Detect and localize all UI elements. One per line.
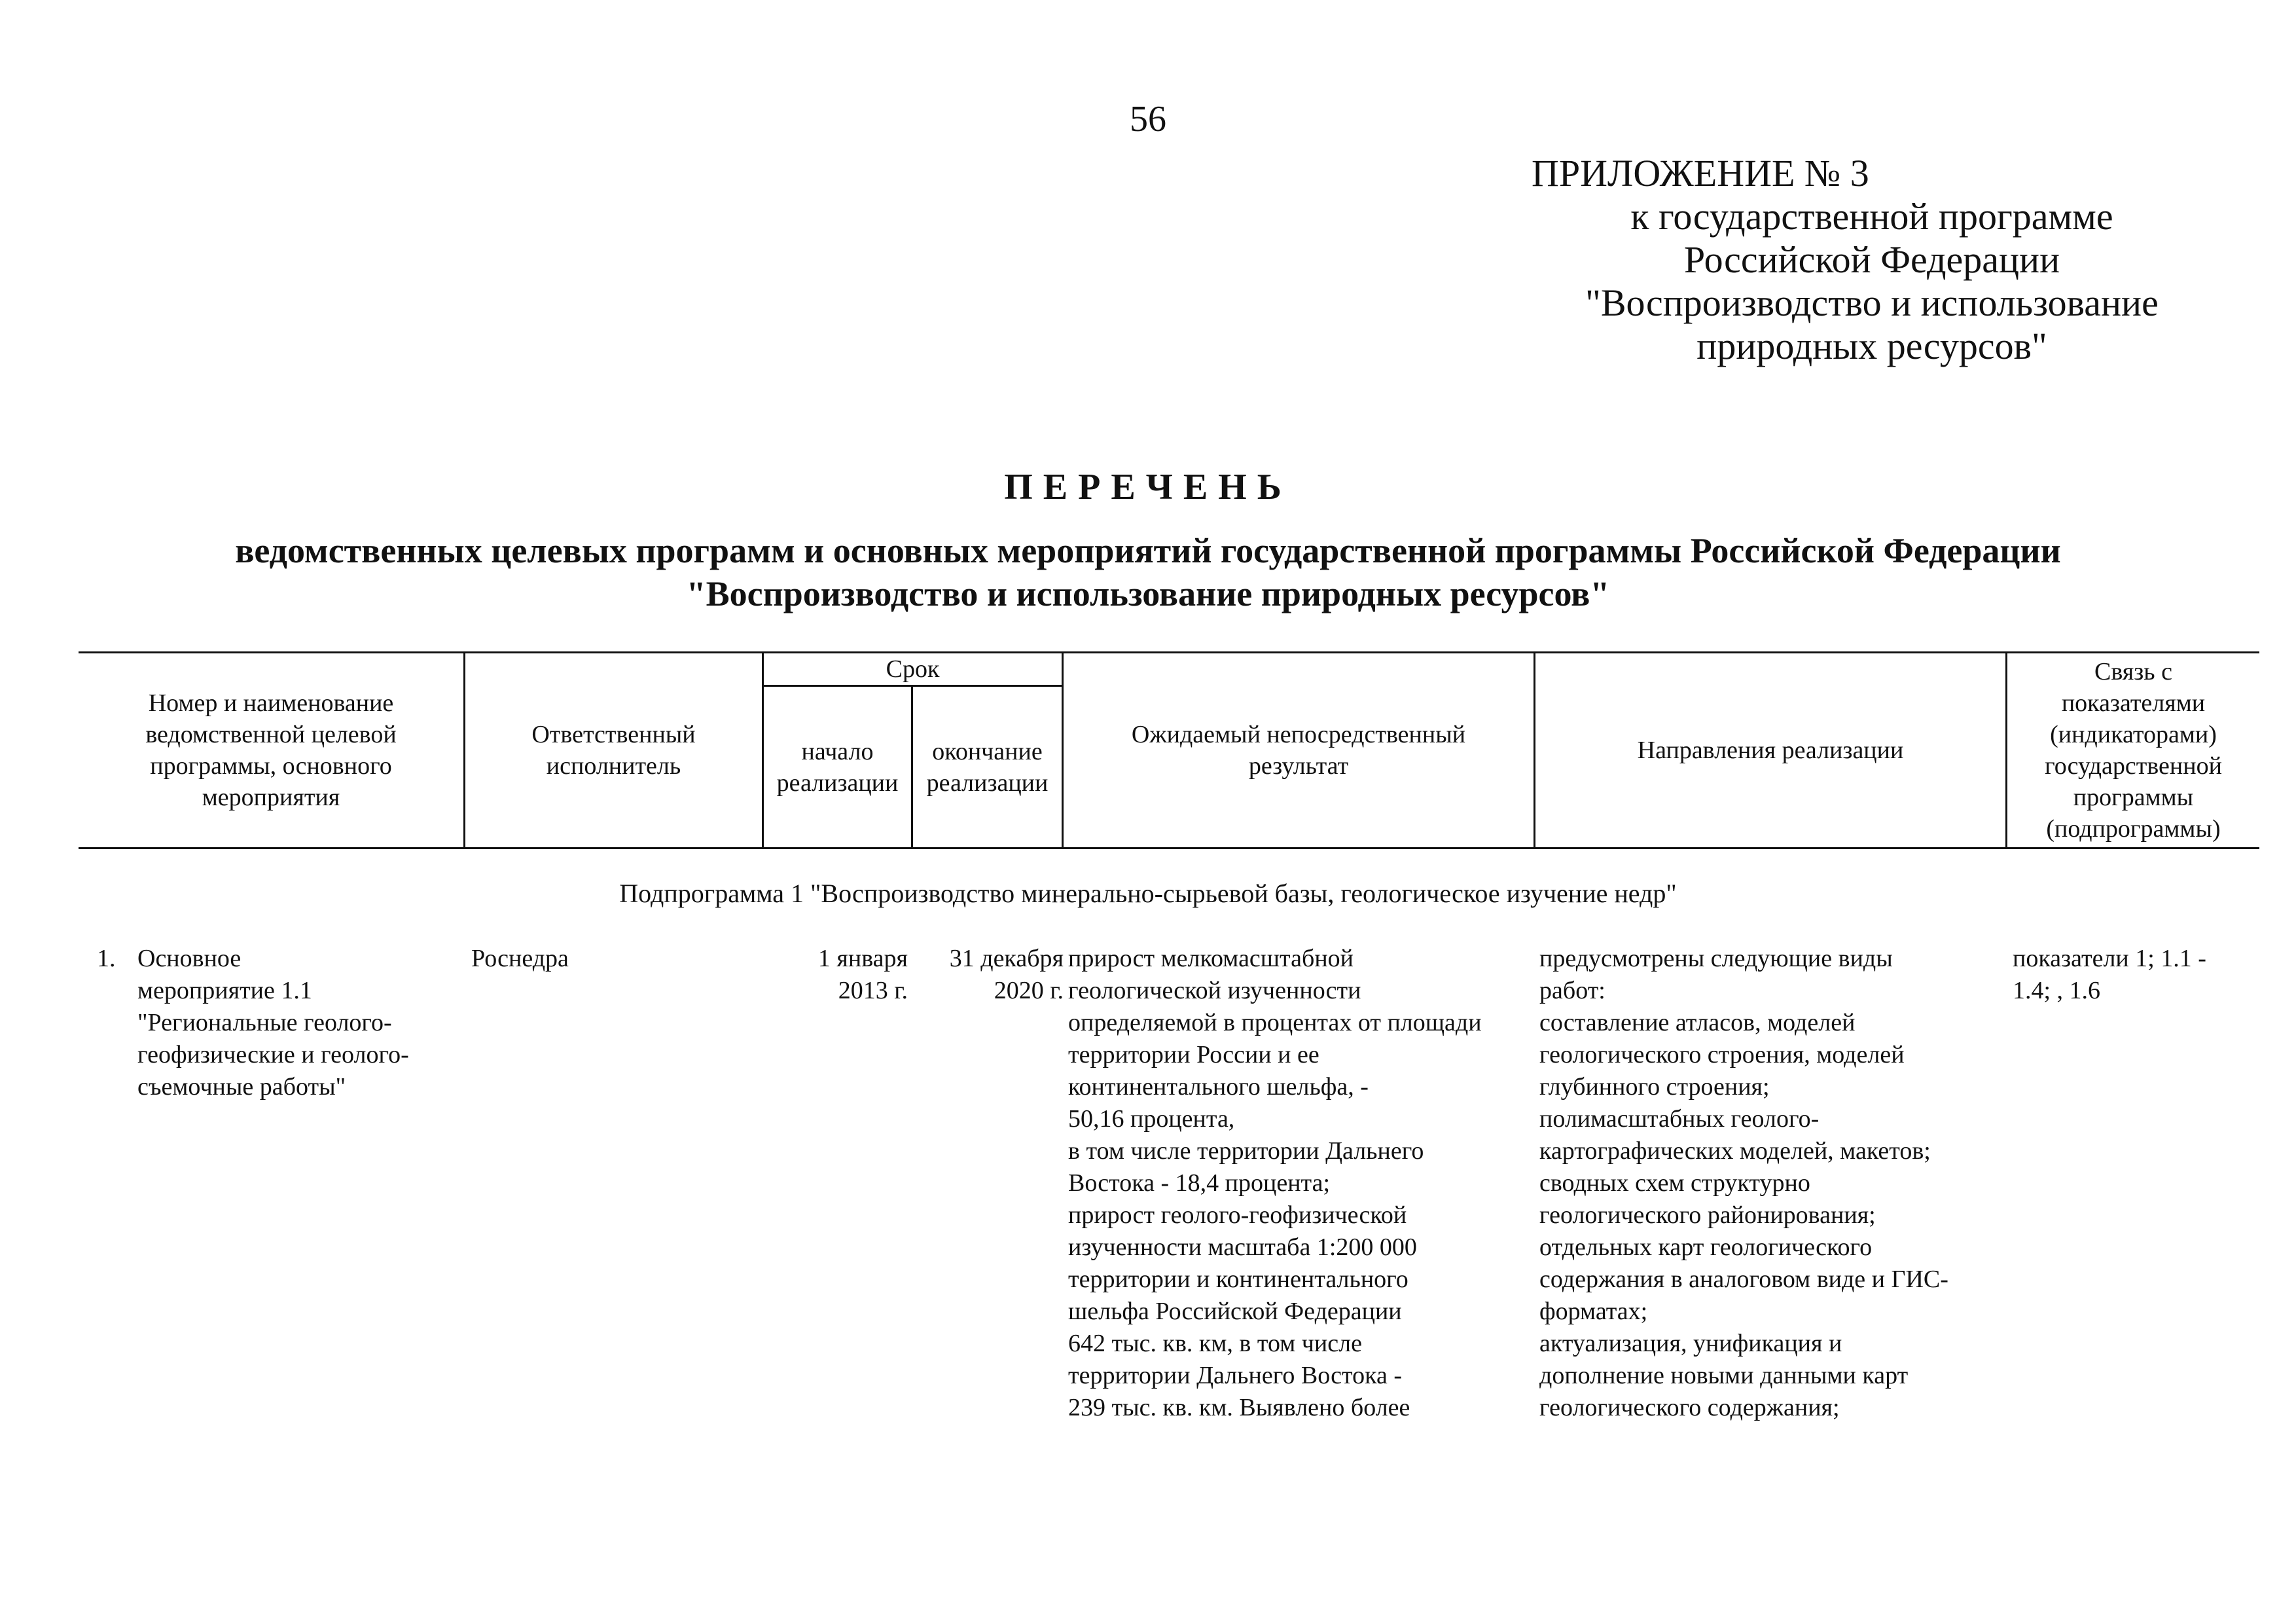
- document-subtitle: [131, 529, 2165, 615]
- header-end: окончание реализации: [926, 737, 1049, 797]
- row-executor: Роснедра: [471, 945, 569, 972]
- subprogram-title: Подпрограмма 1 "Воспроизводство минерально-сырьевой базы, геологическое изучение недр": [619, 879, 1677, 908]
- appendix-line-3: "Воспроизводство и использование: [1585, 282, 2159, 324]
- row-indicators: показатели 1; 1.1 - 1.4; , 1.6: [2013, 945, 2206, 1004]
- row-start: 1 января 2013 г.: [817, 945, 908, 1004]
- header-program: Номер и наименование ведомственной целевой программы, основного мероприятия: [145, 689, 397, 811]
- row-number: 1.: [97, 945, 116, 972]
- row-program: Основное мероприятие 1.1 "Региональные геолого- геофизические и геолого- съемочные работы": [137, 945, 409, 1101]
- row-end: 31 декабря 2020 г.: [949, 945, 1064, 1004]
- document-title: ПЕРЕЧЕНЬ: [1004, 467, 1292, 507]
- header-term: Срок: [886, 655, 940, 683]
- appendix-block: [1505, 152, 2238, 368]
- header-executor: Ответственный исполнитель: [531, 721, 696, 780]
- header-result: Ожидаемый непосредственный результат: [1131, 721, 1466, 780]
- header-indicators: Связь с показателями (индикаторами) государственной программы (подпрограммы): [2045, 658, 2222, 843]
- page-number: 56: [1130, 99, 1166, 139]
- appendix-line-2: Российской Федерации: [1683, 238, 2060, 281]
- table-header-bottom-rule: [79, 847, 2259, 849]
- row-directions: предусмотрены следующие виды работ: составление атласов, моделей геологического строения, моделей глубинного строения; полимасштабных геолого- картографических моделей, макетов; сводных схем структурно геологического районирования; отдельных карт геологического содержания в аналоговом виде и ГИС- форматах; актуализация, унификация и дополнение новыми данными карт геологического содержания;: [1539, 945, 1948, 1421]
- table-row: [79, 943, 2259, 1467]
- row-result: прирост мелкомасштабной геологической изученности определяемой в процентах от площади территории России и ее континентального шельфа, - 50,16 процента, в том числе территории Дальнего Востока - 18,4 процента; прирост геолого-геофизической изученности масштаба 1:200 000 территории и континентального шельфа Российской Федерации 642 тыс. кв. км, в том числе территории Дальнего Востока - 239 тыс. кв. км. Выявлено более: [1068, 945, 1482, 1421]
- appendix-title: ПРИЛОЖЕНИЕ № 3: [1532, 152, 1869, 194]
- document-subtitle-line-1: ведомственных целевых программ и основных мероприятий государственной программы Российской Федерации: [235, 531, 2061, 570]
- appendix-line-4: природных ресурсов": [1696, 325, 2047, 367]
- document-subtitle-line-2: "Воспроизводство и использование природных ресурсов": [686, 574, 1610, 613]
- appendix-line-1: к государственной программе: [1630, 195, 2113, 238]
- header-directions: Направления реализации: [1637, 737, 1904, 764]
- header-start: начало реализации: [776, 737, 899, 797]
